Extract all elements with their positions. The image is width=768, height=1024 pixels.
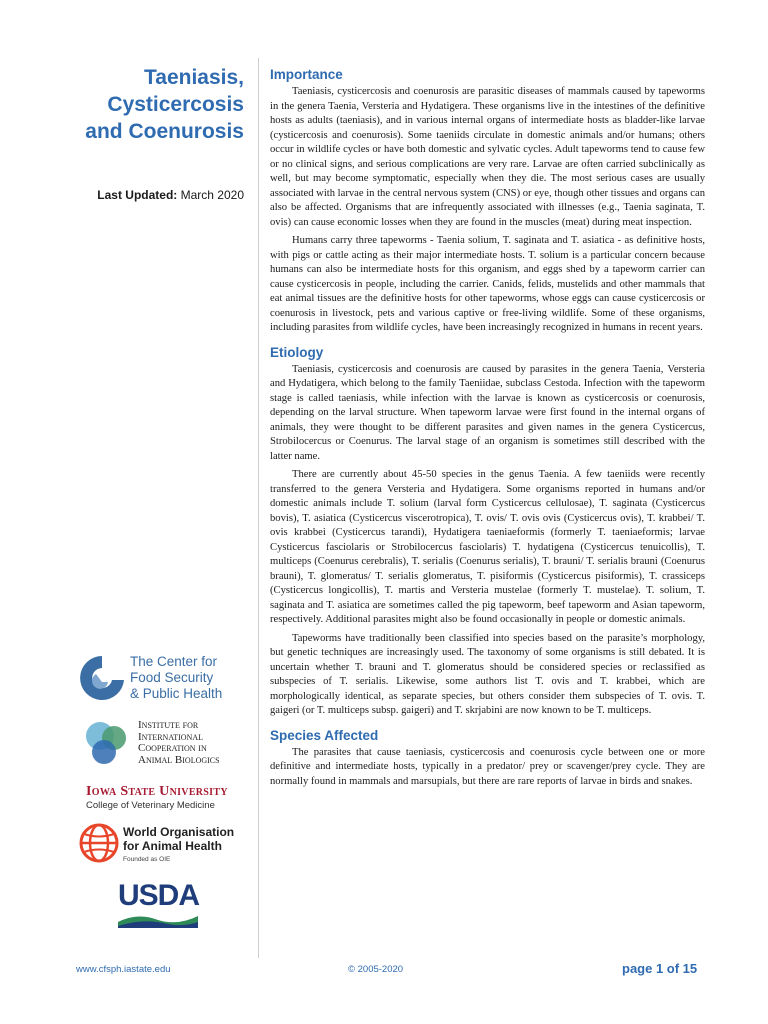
title-line-2: Cysticercosis: [107, 93, 244, 116]
cfsph-logo: [78, 652, 248, 706]
last-updated: [97, 188, 244, 202]
isu-college: College of Veterinary Medicine: [86, 800, 215, 811]
iicab-circles-icon: [82, 718, 134, 768]
oie-logo: [78, 820, 258, 868]
usda-hills-icon: [118, 912, 198, 928]
main-content: [270, 66, 705, 793]
document-title: [14, 64, 244, 145]
iicab-line-3: Cooperation in: [138, 742, 207, 754]
title-line-1: Taeniasis,: [144, 66, 244, 89]
etiology-paragraph-2: There are currently about 45-50 species in the genus Taenia. A few taeniids were recently transferred to the genera Versteria and Hydatigera. Some organisms reported in humans and/or domestic animals include T. solium (larval form Cysticercus cellulosae), T. saginata (Cysticercus bovis), T. asiatica (Cysticercus viscerotropica), T. ovis/ T. ovis ovis (Cysticercus ovis), T. krabbei/ T. ovis krabbei (Cysticercus tarandi), Hydatigera taeniaeformis (formerly T. taeniaeformis; larvae Cysticercus fasciolaris or Strobilocercus fasciolaris) T. hydatigena (Cysticercus tenuicollis), T. multiceps (Coenurus cerebralis), T. serialis (Coenurus serialis), T. brauni/ T. serialis brauni (Coenurus brauni), T. glomeratus/ T. serialis glomeratus, T. pisiformis (Cysticercus pisiformis), T. crassiceps (Cysticercus longicollis), T. martis and Versteria mustelae (formerly T. mustelae). T. solium, T. saginata and T. asiatica are sometimes called the pig tapeworm, beef tapeworm and Asian tapeworm, respectively. Additional parasites might also be found occasionally in people or domestic animals.: [270, 469, 705, 625]
iicab-line-1: Institute for: [138, 719, 199, 731]
cfsph-line-2: Food Security: [130, 670, 214, 685]
cfsph-line-1: The Center for: [130, 654, 218, 669]
oie-globe-icon: [78, 822, 120, 864]
oie-founded: Founded as OIE: [123, 856, 171, 863]
importance-paragraph-1: Taeniasis, cysticercosis and coenurosis are parasitic diseases of mammals caused by tapeworms in the genera Taenia, Versteria and Hydatigera. These organisms live in the intestines of the definitive hosts as adults (taeniasis), and in various internal organs of intermediate hosts as bladder-like larvae (cysticercosis and coenurosis). Some taeniids circulate in domestic animals and/or humans; others occur in wildlife cycles or have both domestic and sylvatic cycles. Adult tapeworms tend to cause few or no clinical signs, and serious complications are very rare. Larvae are often carried subclinically as well, but may become symptomatic, especially when they die. The most serious cases are usually associated with larvae in the central nervous system (CNS) or eye, though other tissues and organs can also be affected. Organisms that are infrequently associated with illnesses (e.g., Taenia saginata, T. ovis) can cause economic losses when they are found in the muscles (meat) during meat inspection.: [270, 86, 705, 228]
title-line-3: and Coenurosis: [85, 120, 244, 143]
species-paragraph-1: The parasites that cause taeniasis, cysticercosis and coenurosis cycle between one or more definitive and intermediate hosts, typically in a predator/ prey or scavenger/prey cycle. They are normally found in mammals and marsupials, but there are rare reports of larvae in birds and snakes.: [270, 746, 705, 787]
usda-wordmark: USDA: [118, 879, 200, 912]
heading-species-affected: Species Affected: [270, 727, 379, 743]
isu-name: Iowa State University: [86, 784, 228, 799]
isu-logo: [86, 784, 256, 811]
footer-copyright: © 2005-2020: [348, 964, 404, 975]
importance-paragraph-2: Humans carry three tapeworms - Taenia solium, T. saginata and T. asiatica - as definitive hosts, with pigs or cattle acting as their major intermediate hosts. T. solium is a particular concern because humans can also be intermediate hosts for this organism, and eggs shed by a tapeworm carrier can cause cysticercosis in people, including the carrier. Canids, felids, mustelids and other mammals that eat animal tissues are the definitive hosts for other tapeworms, whose eggs can cause cysticercosis or coenurosis in livestock, pets and various captive or free-living wildlife. Some of these organisms, including parasites from wildlife cycles, have been increasingly recognized in humans in recent years.: [270, 235, 705, 333]
oie-line-1: World Organisation: [123, 825, 235, 839]
footer-page-number: page 1 of 15: [622, 961, 698, 976]
usda-logo: [118, 880, 198, 930]
heading-importance: Importance: [270, 67, 343, 82]
last-updated-label: Last Updated:: [97, 188, 178, 202]
oie-line-2: for Animal Health: [123, 839, 222, 853]
iicab-logo: [82, 718, 252, 770]
last-updated-date: March 2020: [180, 188, 244, 202]
iicab-line-4: Animal Biologics: [138, 753, 220, 766]
column-divider: [258, 58, 259, 958]
etiology-paragraph-1: Taeniasis, cysticercosis and coenurosis are caused by parasites in the genera Taenia, Versteria and Hydatigera, which belong to the family Taeniidae, subclass Cestoda. Infection with the tapeworm stage is called taeniasis, while infection with the larvae is known as cysticercosis or coenurosis, depending on the larval structure. When tapeworm larvae were first found in the internal organs of animals, they were thought to be different parasites and given names in the genera Cysticercus, Strobilocercus or Coenurus. The larval stage of an organism is sometimes still described with the latter name.: [270, 363, 705, 462]
iicab-line-2: International: [138, 730, 203, 743]
footer-website-link[interactable]: www.cfsph.iastate.edu: [76, 964, 171, 975]
etiology-paragraph-3: Tapeworms have traditionally been classified into species based on the parasite’s morphology, but genetic techniques are increasingly used. The taxonomy of some organisms is still debated. It is uncertain whether T. brauni and T. glomeratus should be considered species or reclassified as subspecies of T. serialis. Likewise, some authors list T. ovis and T. krabbei, which are morphologically identical, as separate species, but others consider them subspecies of T. ovis. T. gaigeri (or T. multiceps subsp. gaigeri) and T. skrjabini are now known to be T. multiceps.: [270, 632, 705, 716]
cfsph-line-3: & Public Health: [130, 686, 223, 701]
heading-etiology: Etiology: [270, 344, 324, 360]
cfsph-emblem-icon: [78, 652, 126, 706]
